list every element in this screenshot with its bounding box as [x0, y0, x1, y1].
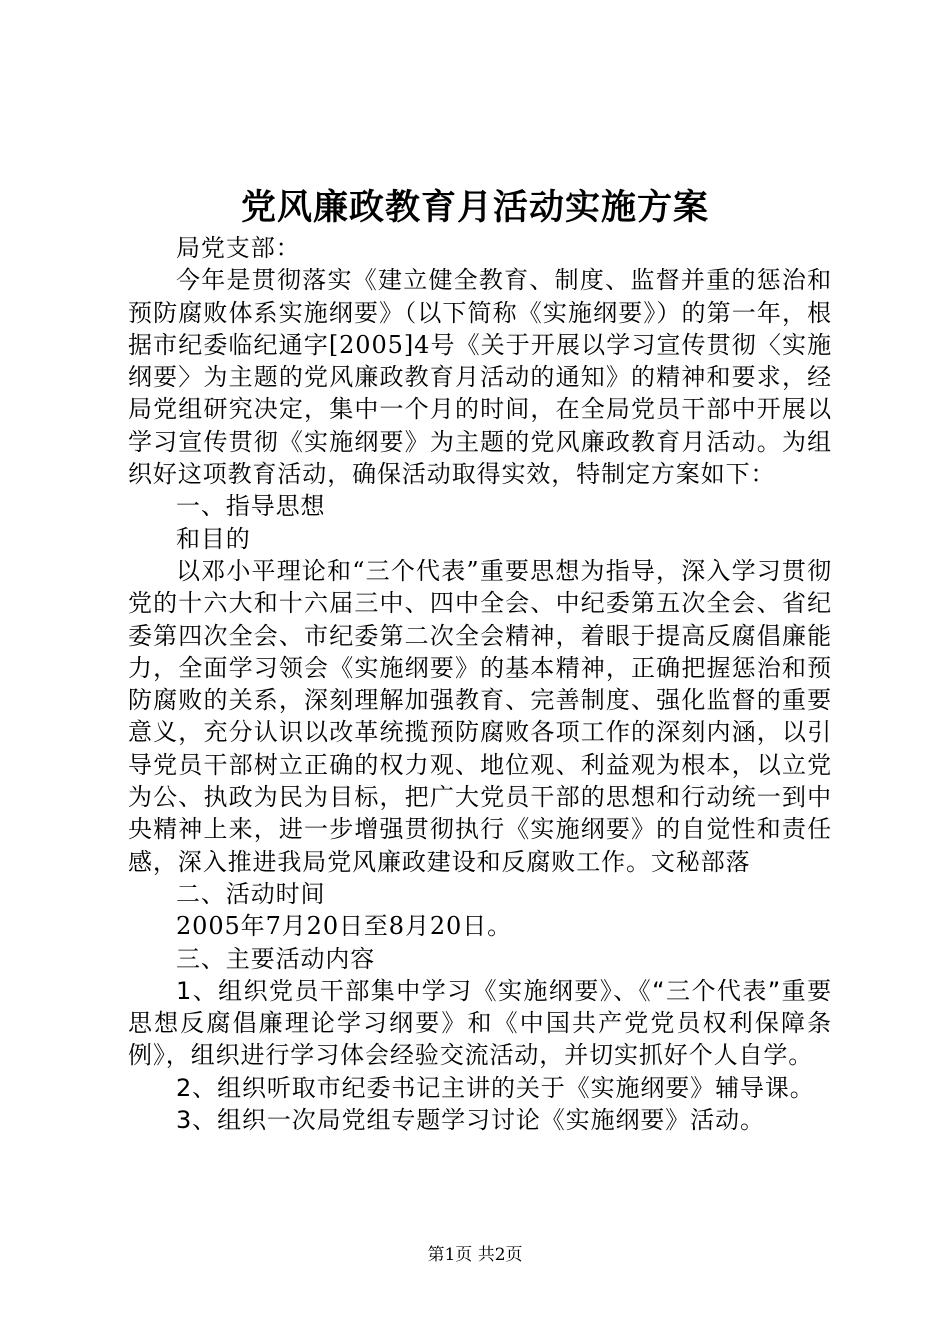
activity-item-1: 1、组织党员干部集中学习《实施纲要》、《“三个代表”重要思想反腐倡廉理论学习纲要》和《中国共产党党员权利保障条例》，组织进行学习体会经验交流活动，并切实抓好个人自学。	[128, 976, 832, 1070]
activity-item-3: 3、组织一次局党组专题学习讨论《实施纲要》活动。	[176, 1106, 765, 1135]
activity-item-2: 2、组织听取市纪委书记主讲的关于《实施纲要》辅导课。	[176, 1073, 815, 1102]
section-1-paragraph: 以邓小平理论和“三个代表”重要思想为指导，深入学习贯彻党的十六大和十六届三中、四中全会、中纪委第五次全会、省纪委第四次全会、市纪委第二次全会精神，着眼于提高反腐倡廉能力，全面学习领会《实施纲要》的基本精神，正确把握惩治和预防腐败的关系，深刻理解加强教育、完善制度、强化监督的重要意义，充分认识以改革统揽预防腐败各项工作的深刻内涵，以引导党员干部树立正确的权力观、地位观、利益观为根本，以立党为公、执政为民为目标，把广大党员干部的思想和行动统一到中央精神上来，进一步增强贯彻执行《实施纲要》的自觉性和责任感，深入推进我局党风廉政建设和反腐败工作。文秘部落	[128, 556, 832, 876]
section-2-heading: 二、活动时间	[176, 879, 326, 908]
page-number-footer: 第1页 共2页	[427, 1245, 523, 1265]
section-1-subheading: 和目的	[176, 524, 251, 553]
section-2-paragraph: 2005年7月20日至8月20日。	[176, 912, 512, 941]
document-body	[128, 232, 832, 1136]
document-title: 党风廉政教育月活动实施方案	[240, 187, 709, 228]
salutation: 局党支部：	[176, 234, 301, 262]
section-3-heading: 三、主要活动内容	[176, 944, 376, 973]
section-1-heading: 一、指导思想	[176, 492, 326, 521]
intro-paragraph: 今年是贯彻落实《建立健全教育、制度、监督并重的惩治和预防腐败体系实施纲要》（以下简称《实施纲要》）的第一年，根据市纪委临纪通字[2005]4号《关于开展以学习宣传贯彻〈实施纲要〉为主题的党风廉政教育月活动的通知》的精神和要求，经局党组研究决定，集中一个月的时间，在全局党员干部中开展以学习宣传贯彻《实施纲要》为主题的党风廉政教育月活动。为组织好这项教育活动，确保活动取得实效，特制定方案如下：	[128, 266, 832, 489]
